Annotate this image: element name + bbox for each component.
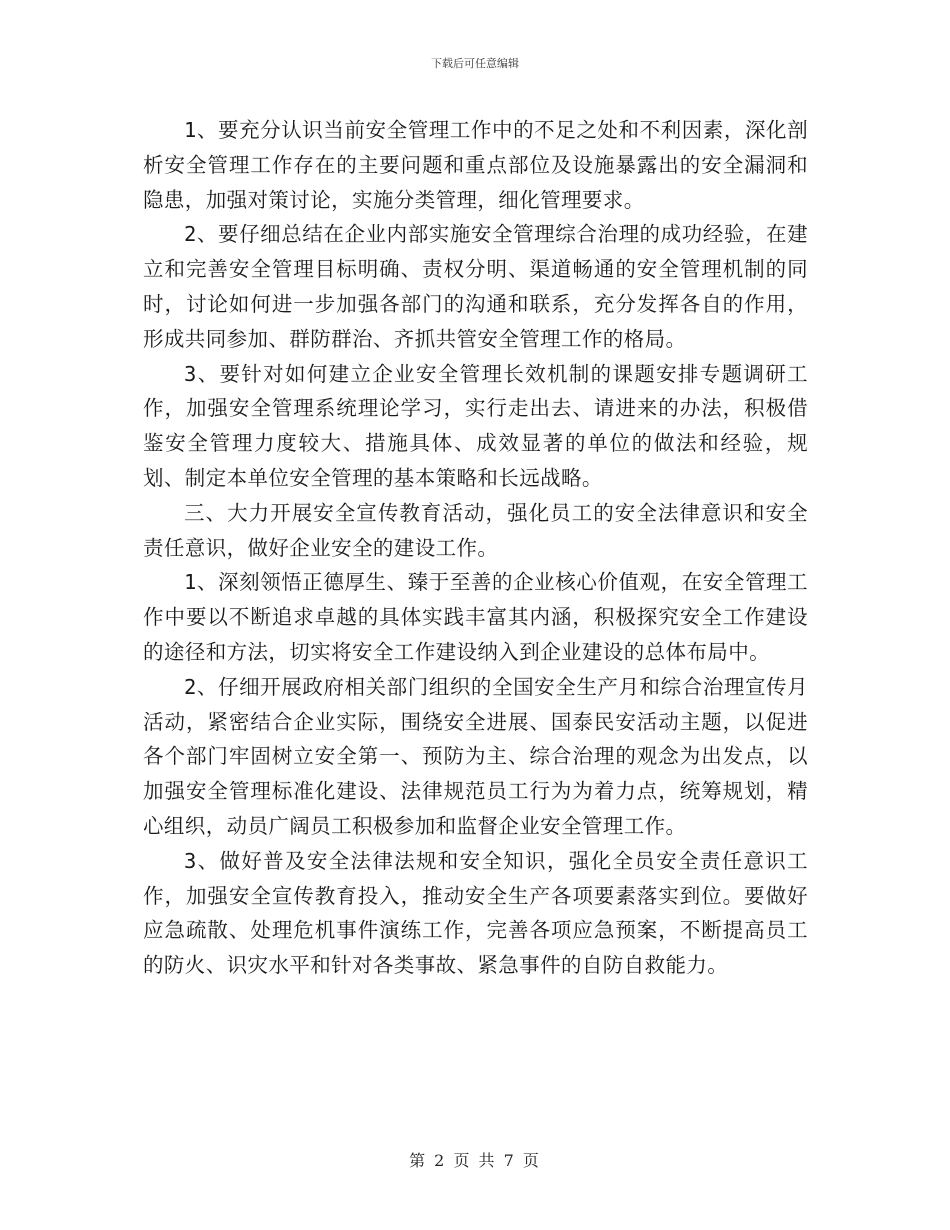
paragraph-3: 3、要针对如何建立企业安全管理长效机制的课题安排专题调研工作，加强安全管理系统理论学习，实行走出去、请进来的办法，积极借鉴安全管理力度较大、措施具体、成效显著的单位的做法和经验，规划、制定本单位安全管理的基本策略和长远战略。 — [143, 361, 808, 490]
paragraph-4: 1、深刻领悟正德厚生、臻于至善的企业核心价值观，在安全管理工作中要以不断追求卓越的具体实践丰富其内涵，积极探究安全工作建设的途径和方法，切实将安全工作建设纳入到企业建设的总体布局中。 — [143, 570, 808, 664]
document-body — [143, 113, 808, 983]
paragraph-5: 2、仔细开展政府相关部门组织的全国安全生产月和综合治理宣传月活动，紧密结合企业实际，围绕安全进展、国泰民安活动主题，以促进各个部门牢固树立安全第一、预防为主、综合治理的观念为出发点，以加强安全管理标准化建设、法律规范员工行为为着力点，统筹规划，精心组织，动员广阔员工积极参加和监督企业安全管理工作。 — [143, 674, 808, 838]
section-heading-3: 三、大力开展安全宣传教育活动，强化员工的安全法律意识和安全责任意识，做好企业安全的建设工作。 — [143, 500, 808, 560]
paragraph-2: 2、要仔细总结在企业内部实施安全管理综合治理的成功经验，在建立和完善安全管理目标明确、责权分明、渠道畅通的安全管理机制的同时，讨论如何进一步加强各部门的沟通和联系，充分发挥各自的作用，形成共同参加、群防群治、齐抓共管安全管理工作的格局。 — [143, 222, 808, 351]
page-header: 下载后可任意编辑 — [431, 57, 519, 70]
paragraph-6: 3、做好普及安全法律法规和安全知识，强化全员安全责任意识工作，加强安全宣传教育投入，推动安全生产各项要素落实到位。要做好应急疏散、处理危机事件演练工作，完善各项应急预案，不断提高员工的防火、识灾水平和针对各类事故、紧急事件的自防自救能力。 — [143, 848, 808, 978]
paragraph-1: 1、要充分认识当前安全管理工作中的不足之处和不利因素，深化剖析安全管理工作存在的主要问题和重点部位及设施暴露出的安全漏洞和隐患，加强对策讨论，实施分类管理，细化管理要求。 — [143, 118, 808, 212]
page-number-footer: 第 2 页 共 7 页 — [409, 1151, 541, 1170]
